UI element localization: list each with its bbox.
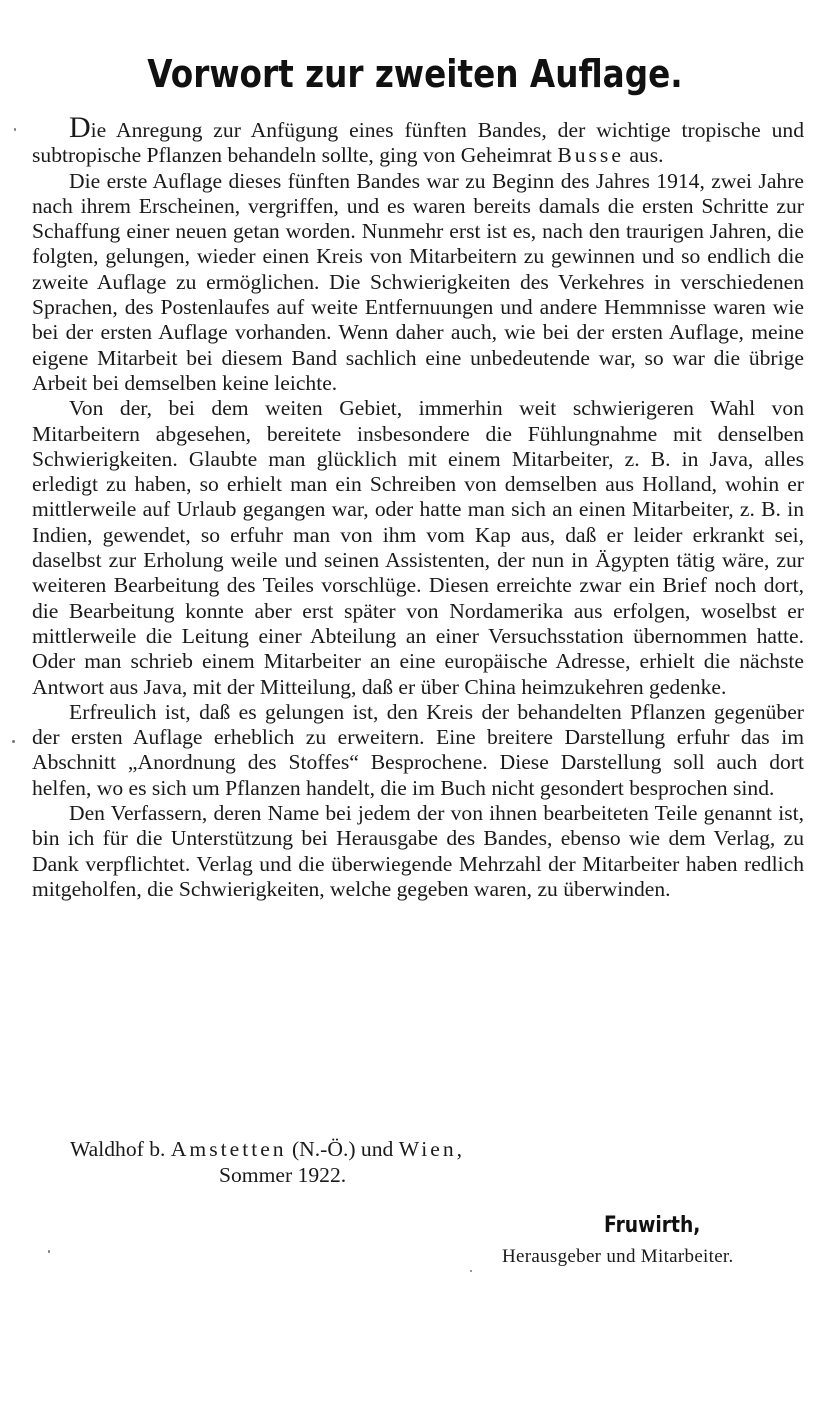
place-city: Wien bbox=[398, 1137, 457, 1161]
place-middle: (N.-Ö.) und bbox=[286, 1137, 399, 1161]
paragraph-1-text-a: ie Anregung zur Anfügung eines fünften Bandes, der wichtige tropische und subtropische Pflanzen behandeln sollte, ging von Geheimrat bbox=[32, 118, 804, 168]
print-speck bbox=[470, 1270, 472, 1272]
print-speck bbox=[12, 740, 15, 743]
paragraph-1 bbox=[32, 111, 804, 169]
paragraph-3: Von der, bei dem weiten Gebiet, immerhin weit schwierigeren Wahl von Mitarbeitern abgesehen, bereitete insbesondere die Fühlungnahme mit denselben Schwierigkeiten. Glaubte man glücklich mit einem Mitarbeiter, z. B. in Java, alles erledigt zu haben, so erhielt man ein Schreiben von demselben aus Holland, wohin er mittlerweile auf Urlaub gegangen war, oder hatte man sich an einen Mitarbeiter, z. B. in Indien, gewendet, so erfuhr man von ihm vom Kap aus, daß er leider erkrankt sei, daselbst zur Erholung weile und seinen Assistenten, der nun in Ägypten tätig wäre, zur weiteren Bearbeitung des Teiles vorschlüge. Diesen erreichte zwar ein Brief noch dort, die Bearbeitung konnte aber erst später von Nordamerika aus erfolgen, woselbst er mittlerweile die Leitung einer Abteilung an einer Versuchsstation übernommen hatte. Oder man schrieb einem Mitarbeiter an eine europäische Adresse, erhielt die nächste Antwort aus Java, mit der Mitteilung, daß er über China heimzukehren gedenke. bbox=[32, 396, 804, 699]
print-speck bbox=[14, 128, 16, 131]
paragraph-2: Die erste Auflage dieses fünften Bandes war zu Beginn des Jahres 1914, zwei Jahre nach ihrem Erscheinen, vergriffen, und es waren bereits damals die ersten Schritte zur Schaffung einer neuen getan worden. Nunmehr erst ist es, nach den traurigen Jahren, die folgten, gelungen, wieder einen Kreis von Mitarbeitern zu gewinnen und so endlich die zweite Auflage zu ermöglichen. Die Schwierigkeiten des Verkehres in verschiedenen Sprachen, des Postenlaufes auf weite Entfernuungen und andere Hemmnisse waren wie bei der ersten Auflage vorhanden. Wenn daher auch, wie bei der ersten Auflage, meine eigene Mitarbeit bei diesem Band sachlich eine unbedeutende war, so war die übrige Arbeit bei demselben keine leichte. bbox=[32, 168, 804, 395]
paragraph-4: Erfreulich ist, daß es gelungen ist, den Kreis der behandelten Pflanzen gegenüber der ersten Auflage erheblich zu erweitern. Eine breitere Darstellung erfuhr das im Abschnitt „Anordnung des Stoffes“ Besprochene. Diese Darstellung soll auch dort helfen, wo es sich um Pflanzen handelt, die im Buch nicht gesondert besprochen sind. bbox=[32, 699, 804, 800]
drop-cap: D bbox=[69, 111, 91, 144]
author-role: Herausgeber und Mitarbeiter. bbox=[502, 1246, 734, 1267]
body-text bbox=[32, 111, 804, 902]
place-town: Amstetten bbox=[170, 1137, 287, 1161]
print-speck bbox=[48, 1250, 50, 1253]
closing-date: Sommer 1922. bbox=[219, 1163, 347, 1187]
author-signature: Fruwirth, bbox=[604, 1213, 701, 1238]
page-title: Vorwort zur zweiten Auflage. bbox=[147, 52, 683, 96]
place-prefix: Waldhof b. bbox=[70, 1137, 171, 1161]
place-suffix: , bbox=[456, 1137, 463, 1161]
closing-place bbox=[70, 1136, 462, 1162]
person-name-busse: Busse bbox=[557, 143, 624, 168]
paragraph-5: Den Verfassern, deren Name bei jedem der von ihnen bearbeiteten Teile genannt ist, bin ich für die Unterstützung bei Herausgabe des Bandes, ebenso wie dem Verlag, zu Dank verpflichtet. Verlag und die überwiegende Mehrzahl der Mitarbeiter haben redlich mitgeholfen, die Schwierigkeiten, welche gegeben waren, zu überwinden. bbox=[32, 801, 804, 901]
paragraph-1-text-b: aus. bbox=[623, 143, 664, 168]
